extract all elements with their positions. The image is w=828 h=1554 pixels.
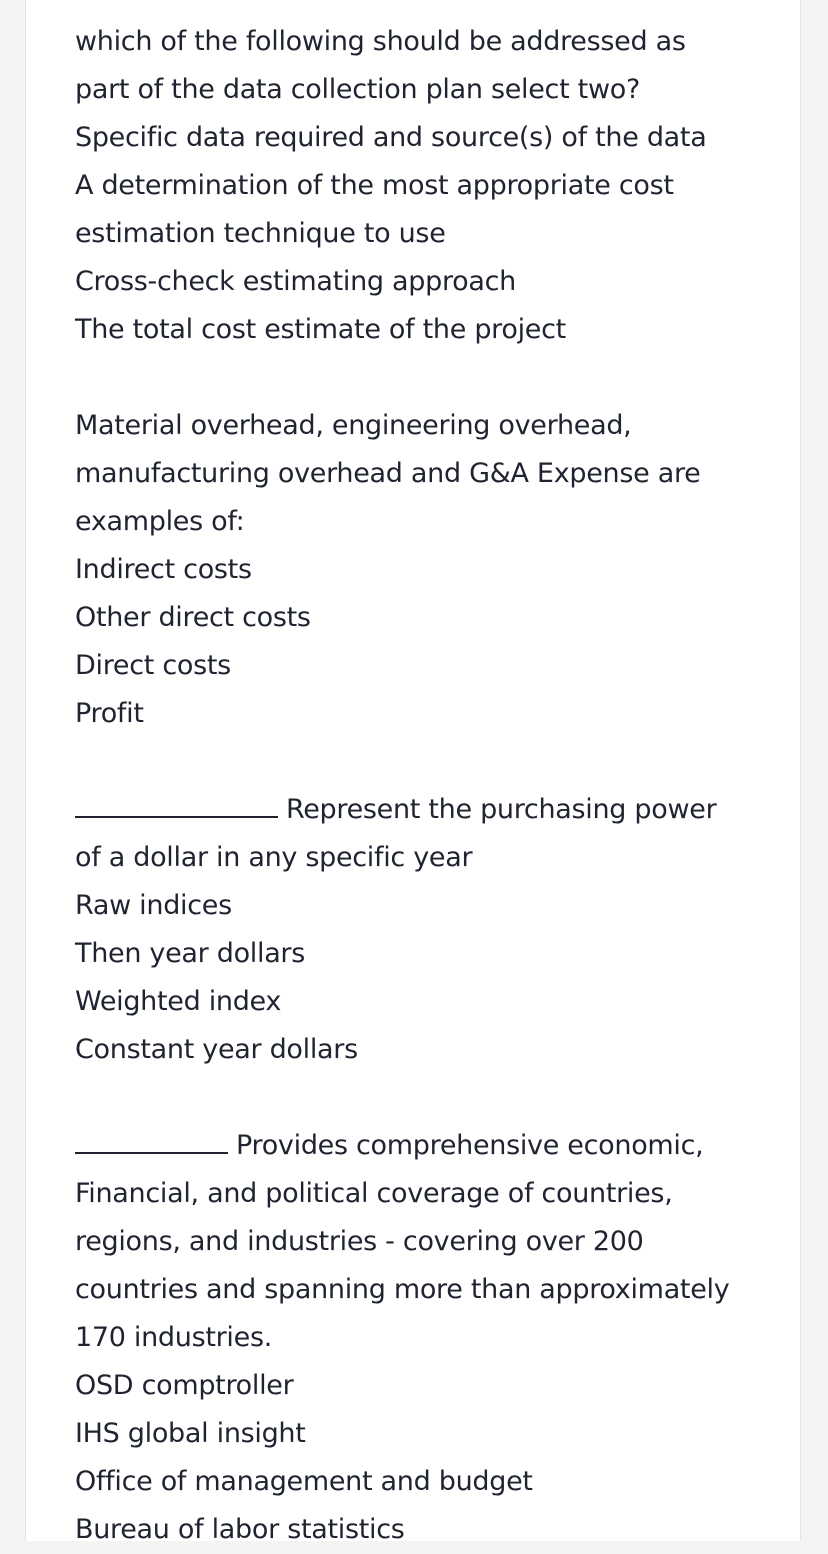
q1-option-4[interactable]: The total cost estimate of the project — [75, 314, 566, 345]
q4-stem-text: Provides comprehensive economic, — [236, 1130, 704, 1161]
q3-stem-line-1 — [75, 786, 775, 834]
q3-option-2[interactable]: Then year dollars — [75, 938, 306, 969]
q1-option-2[interactable]: A determination of the most appropriate cost — [75, 170, 674, 201]
q1-option-1[interactable]: Specific data required and source(s) of the data — [75, 122, 707, 153]
q2-stem-line-1: Material overhead, engineering overhead, — [75, 410, 632, 441]
q2-option-4[interactable]: Profit — [75, 698, 144, 729]
q4-option-3[interactable]: Office of management and budget — [75, 1466, 533, 1497]
q1-option-3[interactable]: Cross-check estimating approach — [75, 266, 516, 297]
fill-in-blank — [75, 1122, 228, 1154]
q3-stem-line-2: of a dollar in any specific year — [75, 842, 473, 873]
q3-option-1[interactable]: Raw indices — [75, 890, 232, 921]
q4-stem-line-2: Financial, and political coverage of countries, — [75, 1178, 673, 1209]
q1-stem-line-1: which of the following should be addressed as — [75, 26, 686, 57]
q4-stem-line-5: 170 industries. — [75, 1322, 272, 1353]
q4-option-1[interactable]: OSD comptroller — [75, 1370, 294, 1401]
q1-option-2-cont[interactable]: estimation technique to use — [75, 218, 446, 249]
q3-option-4[interactable]: Constant year dollars — [75, 1034, 358, 1065]
q1-stem-line-2: part of the data collection plan select two? — [75, 74, 640, 105]
q4-stem-line-4: countries and spanning more than approximately — [75, 1274, 730, 1305]
spacer — [75, 738, 775, 786]
q2-option-2[interactable]: Other direct costs — [75, 602, 311, 633]
fill-in-blank — [75, 786, 278, 818]
q2-option-3[interactable]: Direct costs — [75, 650, 231, 681]
q4-option-4[interactable]: Bureau of labor statistics — [75, 1514, 405, 1545]
q2-stem-line-3: examples of: — [75, 506, 245, 537]
q4-stem-line-1 — [75, 1122, 775, 1170]
question-list — [75, 18, 775, 1554]
q4-option-2[interactable]: IHS global insight — [75, 1418, 306, 1449]
spacer — [75, 1074, 775, 1122]
q2-option-1[interactable]: Indirect costs — [75, 554, 252, 585]
content-card — [25, 0, 801, 1545]
q4-stem-line-3: regions, and industries - covering over 200 — [75, 1226, 644, 1257]
q3-stem-text: Represent the purchasing power — [286, 794, 717, 825]
q3-option-3[interactable]: Weighted index — [75, 986, 282, 1017]
q2-stem-line-2: manufacturing overhead and G&A Expense are — [75, 458, 701, 489]
spacer — [75, 354, 775, 402]
